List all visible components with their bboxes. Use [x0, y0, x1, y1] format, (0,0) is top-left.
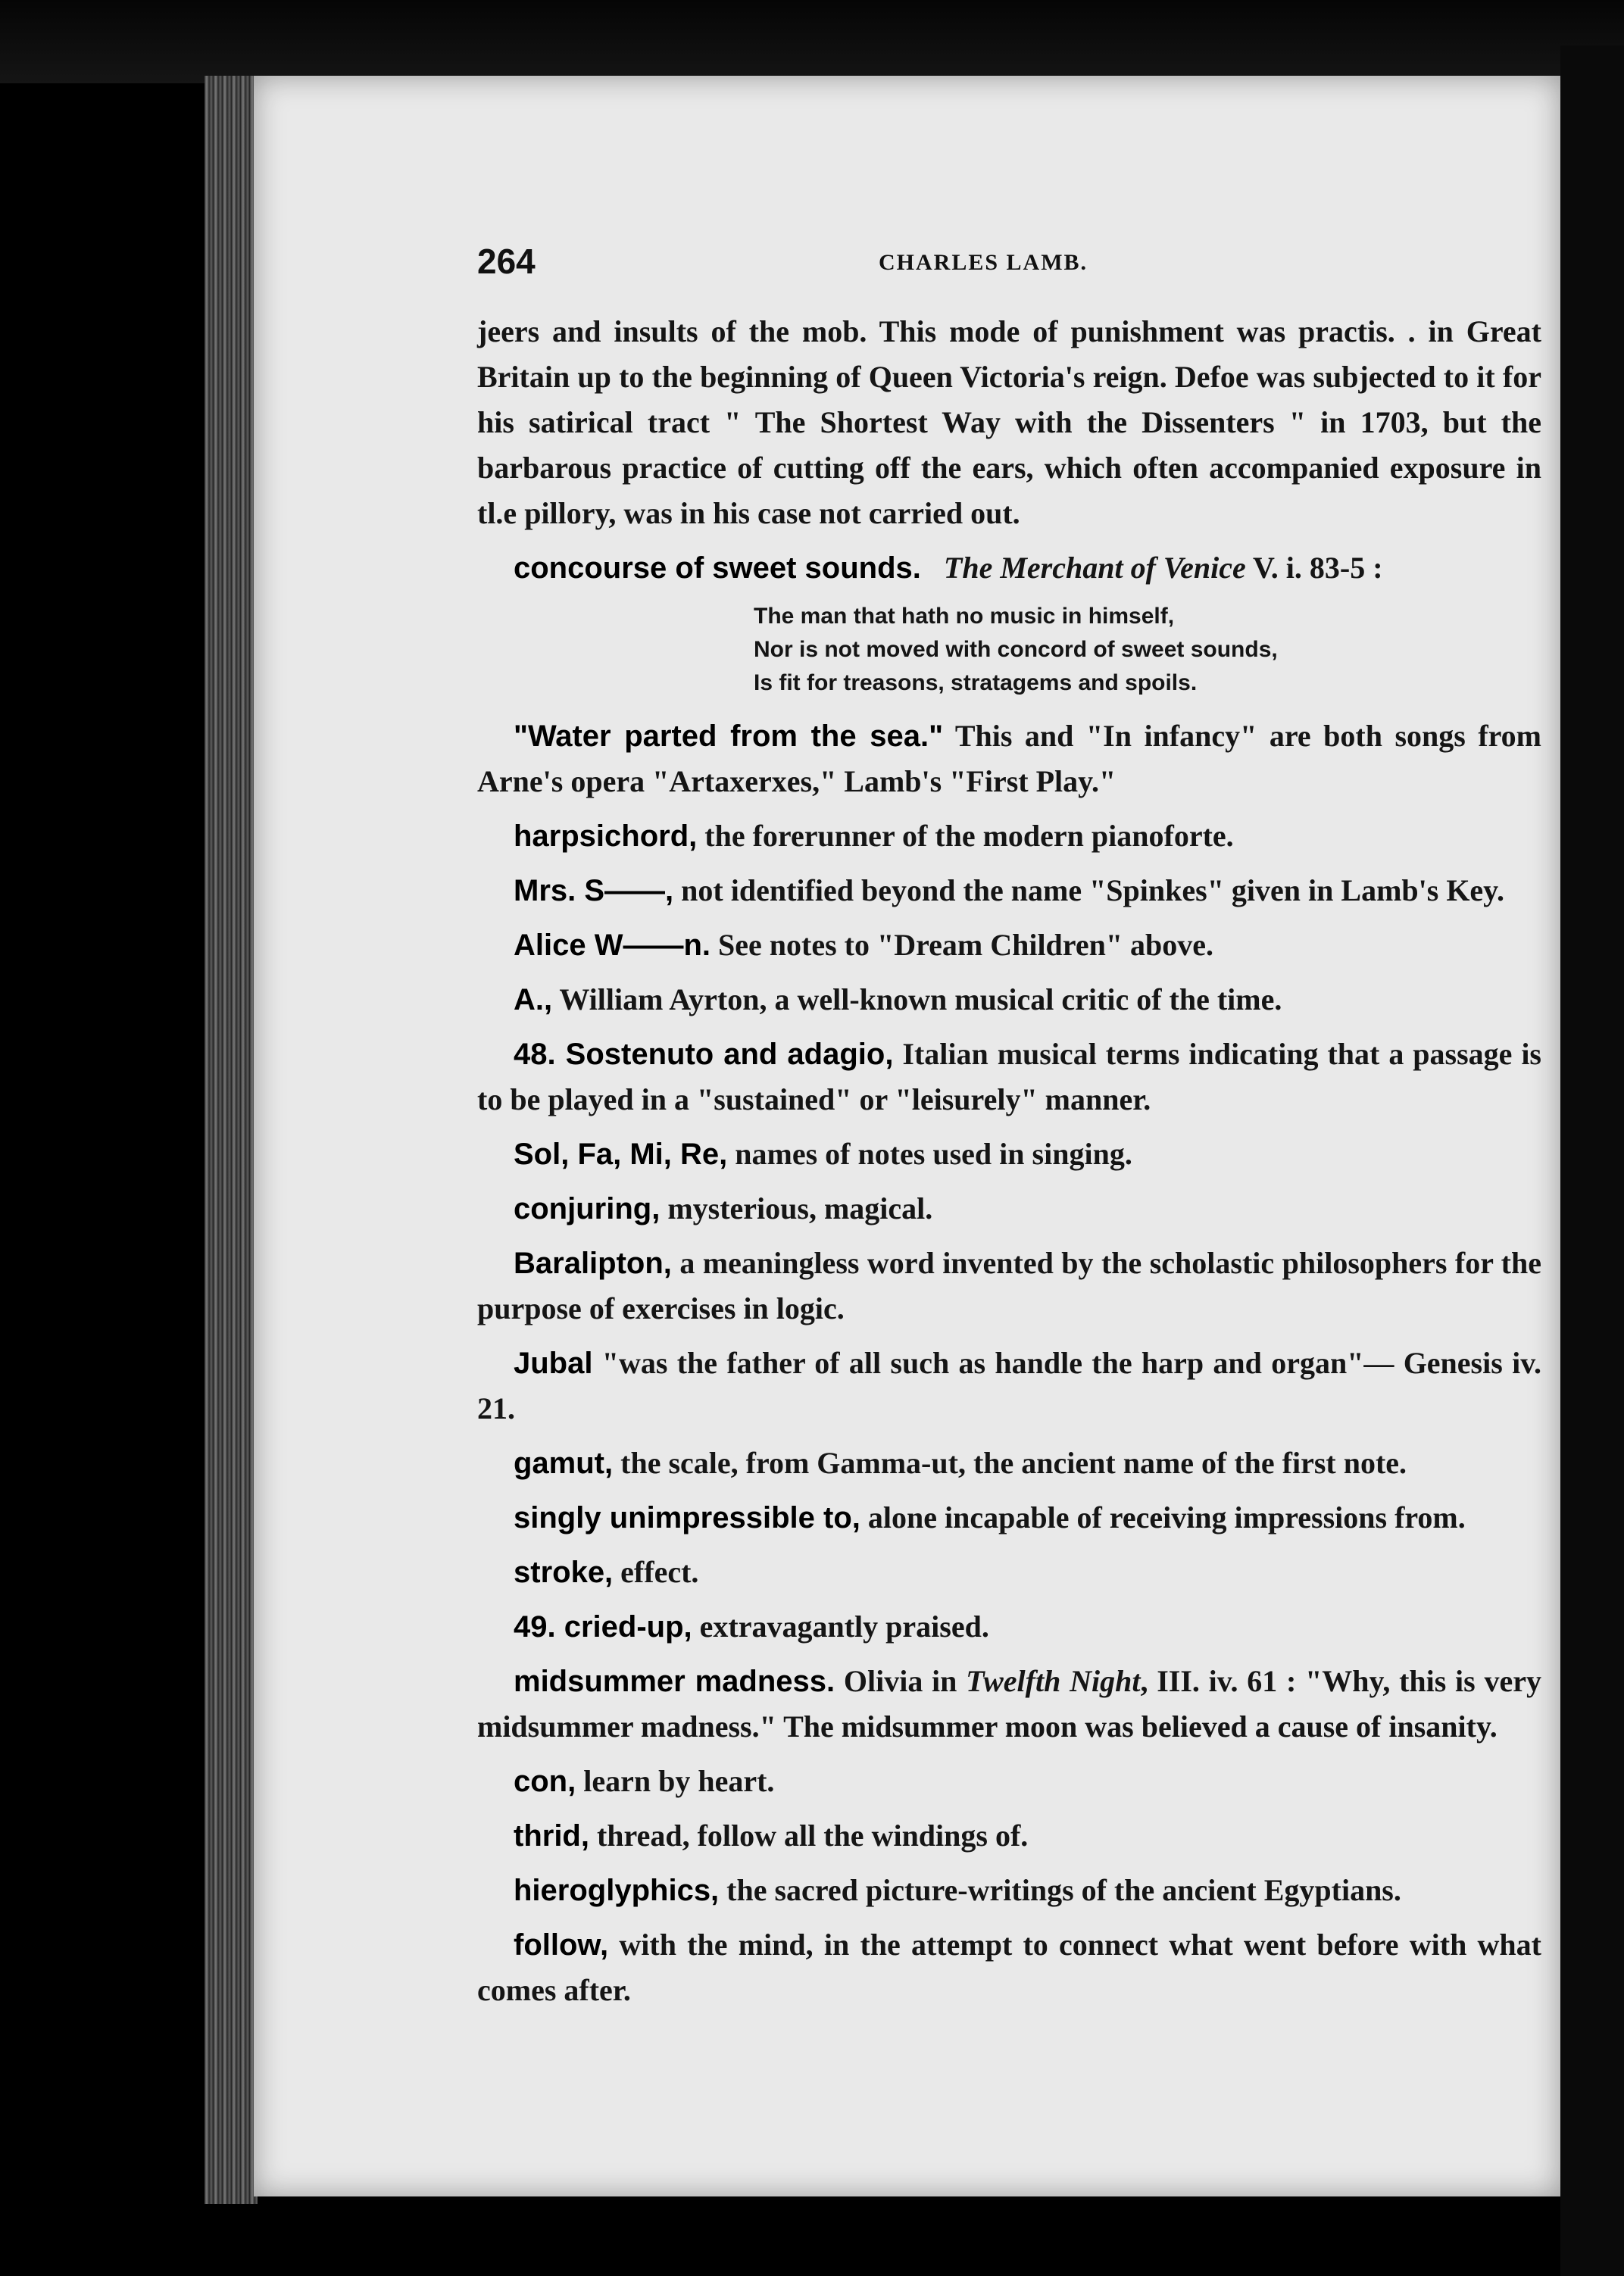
verse-quotation	[754, 600, 1541, 700]
verse-line: Is fit for treasons, stratagems and spoils.	[754, 670, 1198, 695]
gloss-term: Mrs. S——,	[514, 874, 674, 907]
gloss-term: "Water parted from the sea."	[514, 720, 944, 753]
gloss-term: conjuring,	[514, 1192, 661, 1225]
gloss-term: stroke,	[514, 1556, 614, 1589]
gloss-entry: con, learn by heart.	[514, 1764, 775, 1798]
verse-line: Nor is not moved with concord of sweet sounds,	[754, 637, 1278, 662]
gloss-entry: hieroglyphics, the sacred picture-writings of the ancient Egyptians.	[514, 1873, 1401, 1907]
gloss-entry: midsummer madness. Olivia in Twelfth Night, III. iv. 61 : "Why, this is very midsummer madness." The midsummer moon was believed a cause of insanity.	[477, 1664, 1541, 1744]
scan-right-margin	[1560, 45, 1624, 2276]
gloss-entry: concourse of sweet sounds. The Merchant of Venice V. i. 83-5 :	[514, 551, 1383, 585]
gloss-entry: stroke, effect.	[514, 1555, 699, 1589]
verse-line: The man that hath no music in himself,	[754, 604, 1175, 629]
gloss-entry: follow, with the mind, in the attempt to connect what went before with what comes after.	[477, 1928, 1541, 2007]
gloss-entry: 48. Sostenuto and adagio, Italian musical terms indicating that a passage is to be played in a "sustained" or "leisurely" manner.	[477, 1037, 1542, 1116]
gloss-term: con,	[514, 1765, 576, 1798]
gloss-term: midsummer madness.	[514, 1665, 835, 1698]
gloss-term: Alice W——n.	[514, 929, 711, 962]
gloss-term: Jubal	[514, 1347, 593, 1380]
gloss-entry: harpsichord, the forerunner of the modern pianoforte.	[514, 819, 1234, 853]
gloss-entry: Baralipton, a meaningless word invented by the scholastic philosophers for the purpose of exercises in logic.	[477, 1246, 1541, 1325]
gloss-entry: 49. cried-up, extravagantly praised.	[514, 1609, 989, 1644]
gloss-entry: Jubal "was the father of all such as handle the harp and organ"— Genesis iv. 21.	[477, 1346, 1541, 1425]
gloss-term: Baralipton,	[514, 1247, 672, 1280]
gloss-term: 48. Sostenuto and adagio,	[514, 1038, 894, 1071]
paragraph-continuation: jeers and insults of the mob. This mode of punishment was practis. . in Great Britain up to the beginning of Queen Victoria's reign. Defoe was subjected to it for his satirical tract " The Shortest Way with the Dissenters " in 1703, but the barbarous practice of cutting off the ears, which often accompanied exposure in tl.e pillory, was in his case not carried out.	[477, 314, 1541, 530]
gloss-entry: "Water parted from the sea." This and "In infancy" are both songs from Arne's opera "Artaxerxes," Lamb's "First Play."	[477, 719, 1541, 798]
gloss-term: 49. cried-up,	[514, 1610, 692, 1644]
running-head: CHARLES LAMB.	[879, 250, 1088, 275]
gloss-term: concourse of sweet sounds.	[514, 551, 921, 585]
gloss-italic: The Merchant of Venice	[943, 551, 1246, 585]
gloss-term: thrid,	[514, 1819, 589, 1853]
book-spine-edge	[205, 76, 258, 2204]
gloss-term: hieroglyphics,	[514, 1874, 720, 1907]
gloss-entry: gamut, the scale, from Gamma-ut, the ancient name of the first note.	[514, 1446, 1407, 1480]
gloss-term: singly unimpressible to,	[514, 1501, 860, 1535]
gloss-italic: Twelfth Night	[966, 1664, 1141, 1698]
gloss-term: gamut,	[514, 1447, 614, 1480]
scan-border	[0, 0, 1624, 83]
gloss-term: follow,	[514, 1928, 609, 1962]
gloss-term: Sol, Fa, Mi, Re,	[514, 1138, 728, 1171]
page-text	[477, 309, 1541, 2022]
gloss-entry: thrid, thread, follow all the windings of.	[514, 1819, 1029, 1853]
gloss-entry: Sol, Fa, Mi, Re, names of notes used in singing.	[514, 1137, 1132, 1171]
page-header	[477, 241, 1541, 286]
gloss-entry: A., William Ayrton, a well-known musical critic of the time.	[514, 982, 1282, 1016]
page-number: 264	[477, 242, 536, 281]
gloss-entry: singly unimpressible to, alone incapable of receiving impressions from.	[514, 1500, 1466, 1535]
gloss-entry: conjuring, mysterious, magical.	[514, 1191, 933, 1225]
gloss-term: harpsichord,	[514, 820, 698, 853]
gloss-entry: Mrs. S——, not identified beyond the name "Spinkes" given in Lamb's Key.	[514, 873, 1504, 907]
gloss-term: A.,	[514, 983, 553, 1016]
gloss-entry: Alice W——n. See notes to "Dream Children" above.	[514, 928, 1214, 962]
